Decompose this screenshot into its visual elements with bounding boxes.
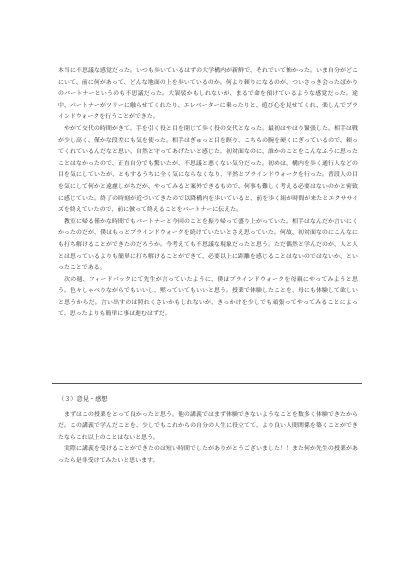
paragraph: やがて交代の時間がきて、手を引く役と目を閉じて歩く役の交代となった。最初はやはり緊張した。相手は戦が少し高く、僅かな段差にも気を使った。相手はぎゅっと目を瞑り、こちらの腕を硬くにぎっているので、頼ってくれているんだなと思い、自然と守ってあげたいと感じた。初対面なのに、誰かのことをこんなふうに思ったことはなかったので、正直自分でも驚いたが、不思議と悪くない気分だった。初めは、構内を歩く通行人などの目を気にしていたが、ともするうちに全く気にならなくなり、平然とブラインドウォークを行った。普段人の目を気にして何かと遠慮しがちだが、やってみると案外できるもので、何事も難しく考える必要はないのかと密致に感じていた。終了の時刻が近づいてきたので以降構内を歩いていると、前を歩く組が時間が来たとエクササイズを終えていたので、前に倣って終えることをパートナーに伝えた。	[58, 125, 358, 214]
report-body	[58, 66, 358, 321]
section-heading: （３）意見・感想	[58, 396, 108, 403]
paragraph: 本当に不思議な感覚だった。いつも歩いているはずの大学構内が新鮮で、それでいて怖かった。いま自分がどこにいて、前に何があって、どんな地面の上を歩いているのか。何より頼りになるのが、ついさっき会ったばかりのパートナーというのも不思議だった。大袈裟かもしれないが、まるで命を預けているような感覚だった。途中、パートナーがツリーに触らせてくれたり、エレベーターに乗ったりと、遊び心を見せてくれ、楽しんでブラインドウォークを行うことができた。	[58, 68, 358, 121]
paragraph: まずはこの授業をとって良かったと思う。他の講義ではまず体験できないようなことを数多く体験できたからだ。この講義で学んだことを、少しでもこれからの自分の人生に役立てて、より良い人間関係を築くことができたならこれ以上のことはないと思う。	[58, 411, 358, 441]
paragraph: 次の週、フィードバックにて先生が言っていたように、僕はブラインドウォークを母親にやってみようと思う。色々しゃべりながらでもいいし、黙っていてもいいと思う。授業で体験したことを、母にも体験して欲しいと思うからだ。言い出すのは照れくさいかもしれないが、きっかけを少しでも頑張ってやってみることによって、思ったよりも簡単に事は進むはずだ。	[58, 276, 358, 318]
paragraph: 教室に帰る僅かな時間でもパートナーと今回のことを振り帰って盛り上がっていた。相手はなんだか言いにくかったのだが、僕はもっとブラインドウォークを続けていたいとさえ思っていた。何故、初対面なのにこんなにも打ち解けることができたのだろうか。今考えても不思議な現象だったと思う。ただ偶然と学んだのが、人と人とは思っているよりも簡単に打ち解けることができて、必要以上に距離を感じることはないのではないか、といったことである。	[58, 218, 358, 272]
paragraph: 実際に講義を受けることができたのは短い時間でしたがありがとうございました！！また何か先生の授業があったら是非受けてみたいと思います。	[58, 446, 358, 464]
section-divider	[52, 383, 362, 384]
opinion-section	[58, 394, 358, 468]
